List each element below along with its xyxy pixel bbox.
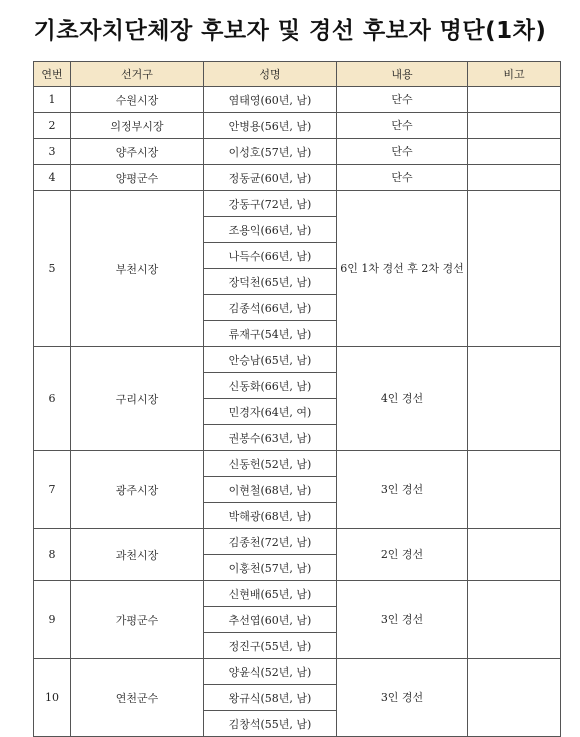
header-note: 비고 <box>468 62 561 87</box>
table-row <box>34 165 561 191</box>
row-content: 3인 경선 <box>337 581 468 659</box>
row-note <box>468 139 561 165</box>
candidate-name: 김종석(66년, 남) <box>204 295 337 321</box>
row-note <box>468 87 561 113</box>
candidate-table <box>33 61 561 737</box>
candidate-name: 이성호(57년, 남) <box>204 139 337 165</box>
row-content: 6인 1차 경선 후 2차 경선 <box>337 191 468 347</box>
candidate-name: 양윤식(52년, 남) <box>204 659 337 685</box>
row-note <box>468 659 561 737</box>
row-note <box>468 191 561 347</box>
row-note <box>468 529 561 581</box>
row-district: 부천시장 <box>71 191 204 347</box>
header-name: 성명 <box>204 62 337 87</box>
row-content: 단수 <box>337 113 468 139</box>
candidate-name: 강동구(72년, 남) <box>204 191 337 217</box>
table-header-row <box>34 62 561 87</box>
row-content: 단수 <box>337 87 468 113</box>
row-note <box>468 451 561 529</box>
candidate-name: 염태영(60년, 남) <box>204 87 337 113</box>
row-number: 10 <box>34 659 71 737</box>
candidate-name: 나득수(66년, 남) <box>204 243 337 269</box>
candidate-name: 김종천(72년, 남) <box>204 529 337 555</box>
row-content: 2인 경선 <box>337 529 468 581</box>
row-number: 5 <box>34 191 71 347</box>
table-row <box>34 191 561 217</box>
row-number: 6 <box>34 347 71 451</box>
row-district: 과천시장 <box>71 529 204 581</box>
row-district: 연천군수 <box>71 659 204 737</box>
row-district: 광주시장 <box>71 451 204 529</box>
candidate-name: 이현철(68년, 남) <box>204 477 337 503</box>
row-number: 1 <box>34 87 71 113</box>
table-row <box>34 451 561 477</box>
row-content: 4인 경선 <box>337 347 468 451</box>
table-row <box>34 347 561 373</box>
candidate-name: 김창석(55년, 남) <box>204 711 337 737</box>
row-content: 단수 <box>337 139 468 165</box>
table-row <box>34 581 561 607</box>
candidate-name: 이홍천(57년, 남) <box>204 555 337 581</box>
row-content: 단수 <box>337 165 468 191</box>
row-district: 수원시장 <box>71 87 204 113</box>
row-note <box>468 165 561 191</box>
candidate-name: 신동헌(52년, 남) <box>204 451 337 477</box>
candidate-name: 안승남(65년, 남) <box>204 347 337 373</box>
candidate-name: 추선엽(60년, 남) <box>204 607 337 633</box>
table-row <box>34 139 561 165</box>
candidate-name: 정진구(55년, 남) <box>204 633 337 659</box>
row-number: 3 <box>34 139 71 165</box>
row-content: 3인 경선 <box>337 659 468 737</box>
row-note <box>468 113 561 139</box>
candidate-name: 정동균(60년, 남) <box>204 165 337 191</box>
row-note <box>468 347 561 451</box>
row-note <box>468 581 561 659</box>
candidate-name: 신동화(66년, 남) <box>204 373 337 399</box>
row-number: 4 <box>34 165 71 191</box>
candidate-name: 안병용(56년, 남) <box>204 113 337 139</box>
candidate-name: 신현배(65년, 남) <box>204 581 337 607</box>
row-district: 가평군수 <box>71 581 204 659</box>
header-number: 연번 <box>34 62 71 87</box>
candidate-name: 류재구(54년, 남) <box>204 321 337 347</box>
candidate-name: 장덕천(65년, 남) <box>204 269 337 295</box>
table-row <box>34 87 561 113</box>
row-district: 의정부시장 <box>71 113 204 139</box>
row-district: 구리시장 <box>71 347 204 451</box>
row-district: 양주시장 <box>71 139 204 165</box>
row-number: 2 <box>34 113 71 139</box>
header-district: 선거구 <box>71 62 204 87</box>
row-number: 8 <box>34 529 71 581</box>
candidate-name: 박해광(68년, 남) <box>204 503 337 529</box>
header-content: 내용 <box>337 62 468 87</box>
table-row <box>34 529 561 555</box>
row-number: 9 <box>34 581 71 659</box>
candidate-name: 왕규식(58년, 남) <box>204 685 337 711</box>
candidate-name: 조용익(66년, 남) <box>204 217 337 243</box>
candidate-name: 권봉수(63년, 남) <box>204 425 337 451</box>
candidate-name: 민경자(64년, 여) <box>204 399 337 425</box>
table-row <box>34 659 561 685</box>
row-district: 양평군수 <box>71 165 204 191</box>
row-content: 3인 경선 <box>337 451 468 529</box>
row-number: 7 <box>34 451 71 529</box>
page-title: 기초자치단체장 후보자 및 경선 후보자 명단(1차) <box>33 18 547 44</box>
table-row <box>34 113 561 139</box>
